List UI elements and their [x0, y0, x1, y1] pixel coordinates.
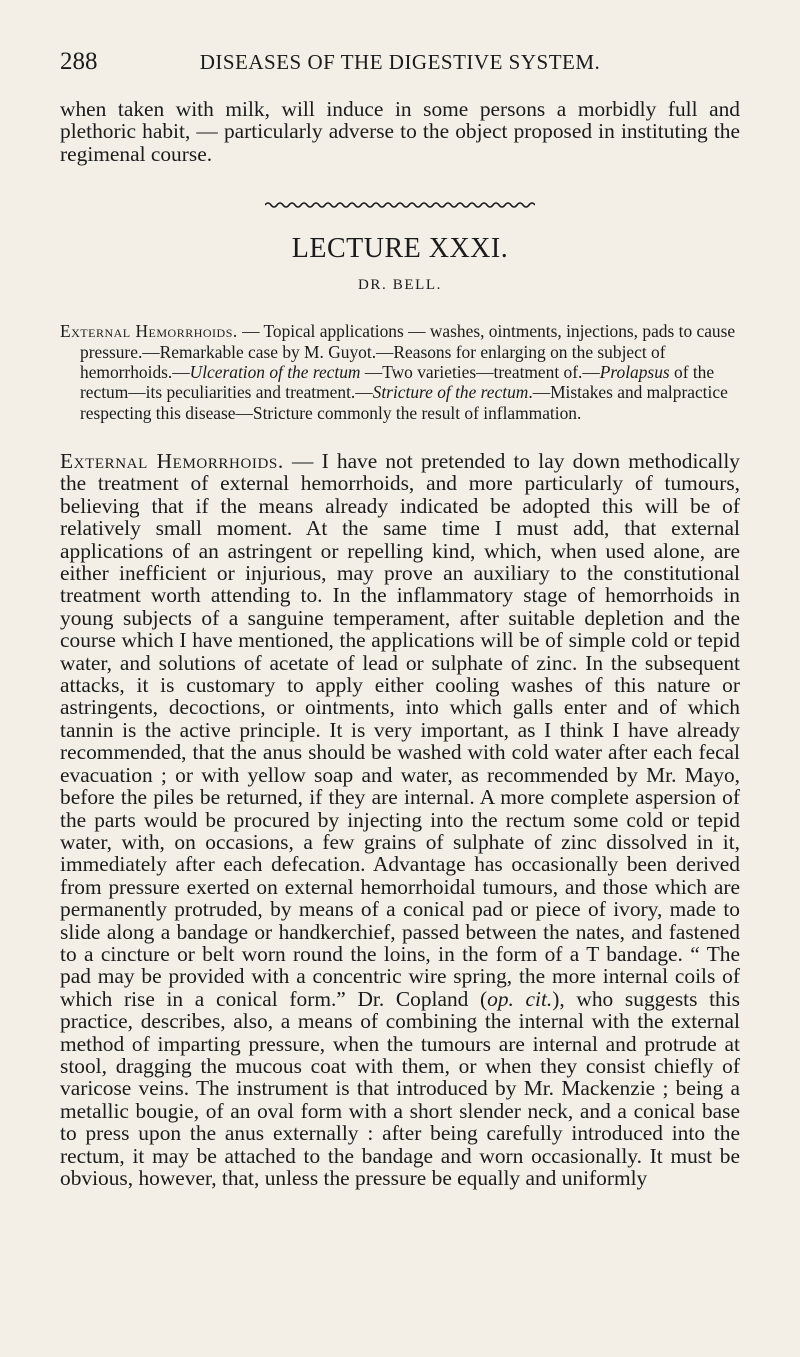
main-text-2: ), who suggests this practice, describes, also, a means of combining the internal with the external method of imparting pressure, when the tumours are internal and protrude at stool, dragging the mucous coat with them, or when they consist chiefly of varicose veins. The instrument is that introduced by Mr. Mackenzie ; being a metallic bougie, of an oval form with a short slender neck, and a conical base to press upon the anus externally : after being carefully introduced into the rectum, it may be attached to the bandage and worn occasionally. It must be obvious, however, that, unless the pressure be equally and uniformly — [60, 986, 740, 1190]
summary-lead: External Hemorrhoids. — [60, 321, 238, 342]
summary-text-4: .—Mistakes and malpractice respecting this disease—Stricture commonly the result of inflammation. — [80, 382, 728, 423]
ornamental-rule — [265, 200, 535, 210]
lecture-author: DR. BELL. — [358, 277, 442, 293]
summary-italic-3: Stricture of the rectum — [372, 382, 529, 403]
lecture-title: LECTURE XXXI. — [291, 233, 509, 264]
main-text-1: — I have not pretended to lay down methodically the treatment of external hemorrhoids, and more particularly of tumours, believing that if the means already indicated be adopted this will be of relatively small moment. At the same time I must add, that external applications of an astringent or repelling kind, which, when used alone, are either inefficient or injurious, may prove an auxiliary to the constitutional treatment worth attending to. In the inflammatory stage of hemorrhoids in young subjects of a sanguine temperament, after suitable depletion and the course which I have mentioned, the applications will be of simple cold or tepid water, and solutions of acetate of lead or sulphate of zinc. In the subsequent attacks, it is customary to apply either cooling washes of this nature or astringents, decoctions, or ointments, into which galls enter and of which tannin is the active principle. It is very important, as I think I have already recommended, that the anus should be washed with cold water after each fecal evacuation ; or with yellow soap and water, as recommended by Mr. Mayo, before the piles be returned, if they are internal. A more complete aspersion of the parts would be procured by injecting into the rectum some cold or tepid water, with, on occasions, a few grains of sulphate of zinc dissolved in it, immediately after each defecation. Advantage has occasionally been derived from pressure exerted on external hemorrhoidal tumours, and those which are permanently protruded, by means of a conical pad or piece of ivory, made to slide along a bandage or handkerchief, passed between the nates, and fastened to a cincture or belt worn round the loins, in the form of a T bandage. “ The pad may be provided with a concentric wire spring, the more internal coils of which rise in a conical form.” Dr. Copland ( — [60, 449, 740, 1011]
main-lead: External Hemorrhoids. — [60, 449, 284, 473]
lecture-summary — [60, 321, 740, 422]
summary-italic-2: Prolapsus — [599, 361, 670, 382]
page-number: 288 — [60, 48, 98, 75]
summary-text-1: — Topical applications — washes, ointments, injections, pads to cause pressure.—Remarkable case by M. Guyot.—Reasons for enlarging on the subject of hemorrhoids.— — [80, 321, 736, 382]
summary-italic-1: Ulceration of the rectum — [189, 361, 361, 382]
opening-paragraph: when taken with milk, will induce in some persons a morbidly full and plethoric habit, — particularly adverse to the object proposed in instituting the regimenal course. — [60, 97, 740, 166]
summary-text-2: —Two varieties—treatment of.— — [360, 361, 600, 382]
main-italic-1: op. cit. — [487, 986, 553, 1011]
page-header — [60, 48, 740, 78]
main-paragraph — [60, 450, 740, 1189]
running-head: DISEASES OF THE DIGESTIVE SYSTEM. — [199, 50, 601, 74]
summary-text-3: of the rectum—its peculiarities and treatment.— — [80, 361, 715, 403]
